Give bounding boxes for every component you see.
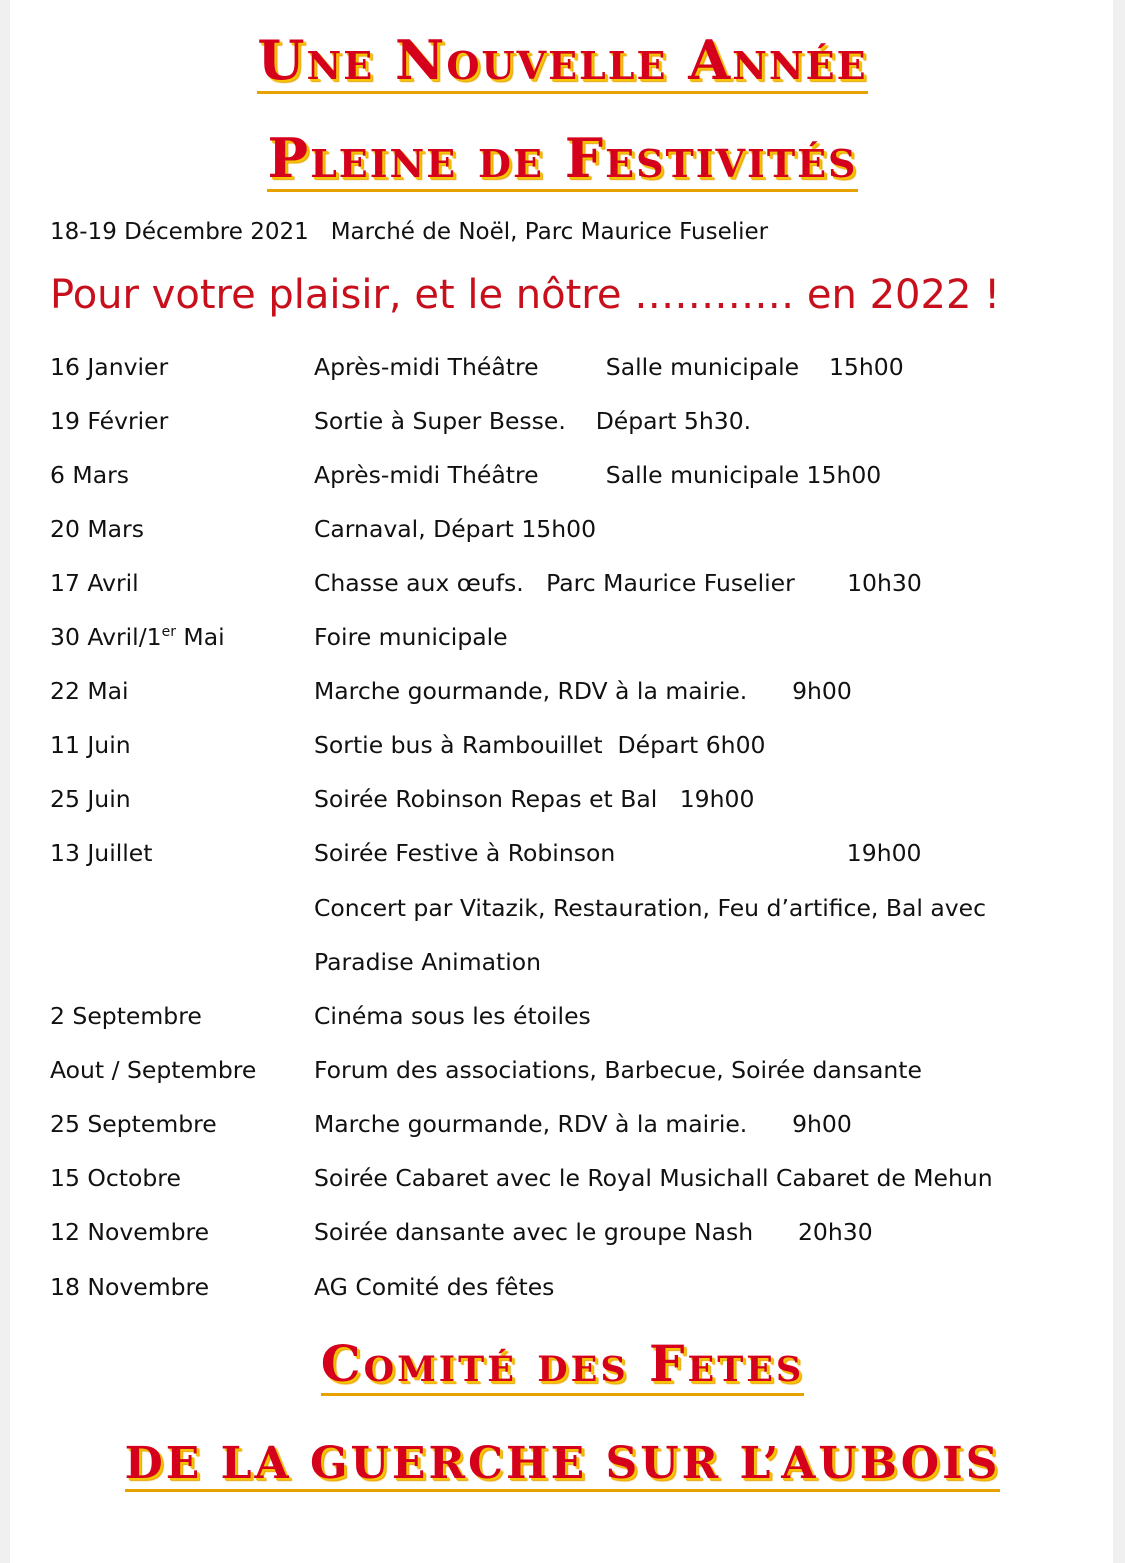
event-description: Cinéma sous les étoiles (314, 1002, 591, 1030)
event-date: 6 Mars (50, 461, 130, 489)
event-description: Foire municipale (314, 623, 508, 651)
intro-date: 18-19 Décembre 2021 (50, 219, 309, 245)
event-description: Chasse aux œufs. Parc Maurice Fuselier 10h30 (314, 569, 922, 597)
event-row (0, 353, 1125, 407)
event-row (0, 407, 1125, 461)
title-line-2 (0, 126, 1125, 192)
event-date: 13 Juillet (50, 839, 153, 867)
event-date: 17 Avril (50, 569, 139, 597)
event-date-superscript: er (161, 624, 176, 641)
title-line-1 (0, 28, 1125, 94)
event-description: Carnaval, Départ 15h00 (314, 515, 597, 543)
slogan: Pour votre plaisir, et le nôtre ………… en 2022 ! (50, 272, 1001, 318)
event-description: Soirée dansante avec le groupe Nash 20h30 (314, 1218, 873, 1246)
event-row (0, 1164, 1125, 1218)
event-row (0, 569, 1125, 623)
event-date: 19 Février (50, 407, 169, 435)
event-row (0, 1110, 1125, 1164)
footer-line-1-text: Comité des Fetes (321, 1338, 804, 1396)
event-description: AG Comité des fêtes (314, 1273, 555, 1301)
event-date (50, 623, 225, 651)
event-row (0, 515, 1125, 569)
event-date: 20 Mars (50, 515, 144, 543)
footer-line-1 (0, 1334, 1125, 1396)
event-date-main: 30 Avril/1 (50, 623, 162, 651)
event-row (0, 677, 1125, 731)
event-date: 16 Janvier (50, 353, 169, 381)
event-description: Sortie à Super Besse. Départ 5h30. (314, 407, 752, 435)
event-description: Marche gourmande, RDV à la mairie. 9h00 (314, 1110, 852, 1138)
event-description: Paradise Animation (314, 948, 542, 976)
event-date: 12 Novembre (50, 1218, 210, 1246)
event-description: Marche gourmande, RDV à la mairie. 9h00 (314, 677, 852, 705)
footer-line-2-text: DE LA GUERCHE SUR L’AUBOIS (125, 1441, 1001, 1492)
event-row (0, 894, 1125, 948)
event-row (0, 1218, 1125, 1272)
event-description: Sortie bus à Rambouillet Départ 6h00 (314, 731, 766, 759)
event-row (0, 948, 1125, 1002)
event-row (0, 731, 1125, 785)
event-description: Concert par Vitazik, Restauration, Feu d’artifice, Bal avec (314, 894, 987, 922)
event-date: 18 Novembre (50, 1273, 210, 1301)
event-row (0, 623, 1125, 677)
event-date: Aout / Septembre (50, 1056, 257, 1084)
event-row (0, 461, 1125, 515)
event-description: Soirée Cabaret avec le Royal Musichall Cabaret de Mehun (314, 1164, 993, 1192)
event-description: Soirée Robinson Repas et Bal 19h00 (314, 785, 755, 813)
event-description: Après-midi Théâtre Salle municipale 15h00 (314, 353, 904, 381)
event-date: 22 Mai (50, 677, 129, 705)
event-description: Soirée Festive à Robinson 19h00 (314, 839, 922, 867)
event-date: 25 Septembre (50, 1110, 217, 1138)
event-description: Forum des associations, Barbecue, Soirée dansante (314, 1056, 922, 1084)
event-row (0, 1273, 1125, 1327)
event-date: 2 Septembre (50, 1002, 202, 1030)
event-date: 15 Octobre (50, 1164, 181, 1192)
event-row (0, 1056, 1125, 1110)
title-line-2-text: Pleine de Festivités (267, 126, 858, 190)
footer-line-2 (0, 1438, 1125, 1492)
intro-event: Marché de Noël, Parc Maurice Fuselier (330, 219, 769, 245)
event-date-tail: Mai (175, 623, 225, 651)
event-row (0, 839, 1125, 893)
event-row (0, 785, 1125, 839)
event-date: 25 Juin (50, 785, 131, 813)
event-date: 11 Juin (50, 731, 131, 759)
title-line-1-text: Une Nouvelle Année (257, 28, 868, 92)
event-row (0, 1002, 1125, 1056)
intro-line (50, 219, 768, 245)
event-description: Après-midi Théâtre Salle municipale 15h00 (314, 461, 882, 489)
